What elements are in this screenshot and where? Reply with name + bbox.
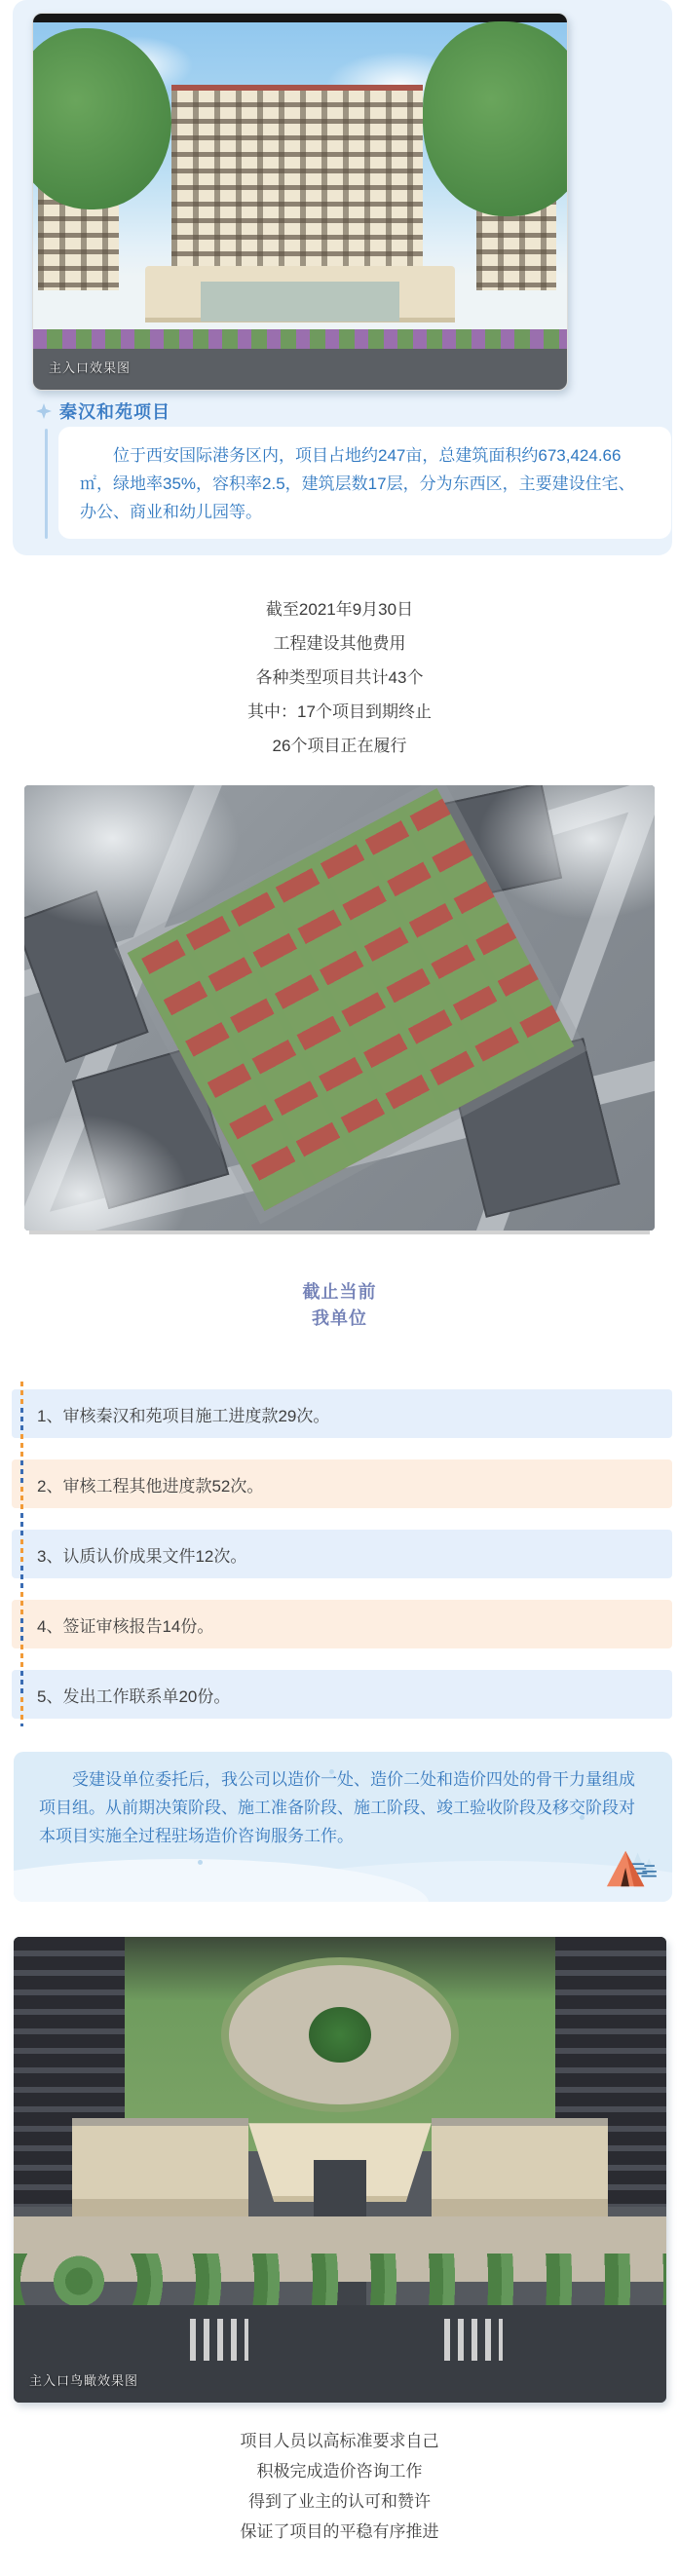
list-item: 5、发出工作联系单20份。 xyxy=(12,1670,672,1719)
closing-line: 项目人员以高标准要求自己 xyxy=(240,2432,439,2450)
street-trees xyxy=(14,2254,666,2309)
photo-caption: 主入口鸟瞰效果图 xyxy=(29,2373,139,2388)
closing-block xyxy=(0,2426,679,2547)
stats-block xyxy=(0,592,679,763)
service-paragraph: 受建设单位委托后，我公司以造价一处、造价二处和造价四处的骨干力量组成项目组。从前期决策阶段、施工准备阶段、施工阶段、竣工验收阶段及移交阶段对本项目实施全过程驻场造价咨询服务工作。 xyxy=(39,1770,635,1845)
summary-heading-line1: 截止当前 xyxy=(302,1282,377,1302)
crosswalk xyxy=(190,2319,248,2361)
list-item: 2、审核工程其他进度款52次。 xyxy=(12,1459,672,1508)
section-header xyxy=(36,398,170,424)
tent-with-pine-trees-icon xyxy=(600,1843,657,1892)
list-item: 3、认质认价成果文件12次。 xyxy=(12,1530,672,1578)
commercial-building-right xyxy=(432,2118,608,2216)
service-scope-box xyxy=(14,1752,672,1902)
circular-plaza xyxy=(229,1965,451,2104)
closing-line: 得到了业主的认可和赞许 xyxy=(248,2492,431,2511)
accent-vertical-line xyxy=(45,429,48,539)
list-item: 4、签证审核报告14份。 xyxy=(12,1600,672,1648)
tree xyxy=(423,21,568,217)
entrance-birdseye-photo[interactable] xyxy=(14,1937,666,2403)
stats-line: 其中：17个项目到期终止 xyxy=(247,702,432,721)
main-residential-tower xyxy=(171,85,423,271)
section-title: 秦汉和苑项目 xyxy=(59,402,170,422)
project-intro-card xyxy=(13,0,672,555)
achievement-list xyxy=(12,1389,672,1740)
aerial-site-photo[interactable] xyxy=(24,785,655,1231)
project-description-box xyxy=(58,427,671,539)
entrance-gate xyxy=(145,266,455,322)
stats-line: 26个项目正在履行 xyxy=(272,737,407,755)
flower-beds xyxy=(33,329,567,348)
photo-top-border xyxy=(33,14,567,22)
main-entrance-photo[interactable] xyxy=(32,13,568,391)
summary-heading xyxy=(0,1279,679,1332)
project-description: 位于西安国际港务区内，项目占地约247亩，总建筑面积约673,424.66㎡，绿地率35%，容积率2.5，建筑层数17层，分为东西区，主要建设住宅、办公、商业和幼儿园等。 xyxy=(80,446,635,521)
commercial-building-left xyxy=(72,2118,248,2216)
summary-heading-line2: 我单位 xyxy=(312,1308,367,1328)
stats-line: 各种类型项目共计43个 xyxy=(255,668,424,687)
four-point-star-icon xyxy=(36,403,52,419)
closing-line: 积极完成造价咨询工作 xyxy=(256,2462,423,2481)
stats-line: 工程建设其他费用 xyxy=(273,634,406,653)
photo-caption: 主入口效果图 xyxy=(49,360,132,375)
crosswalk xyxy=(444,2319,503,2361)
closing-line: 保证了项目的平稳有序推进 xyxy=(240,2522,439,2541)
list-item: 1、审核秦汉和苑项目施工进度款29次。 xyxy=(12,1389,672,1438)
dashed-accent-line xyxy=(20,1382,23,1726)
stats-line: 截至2021年9月30日 xyxy=(265,600,414,619)
